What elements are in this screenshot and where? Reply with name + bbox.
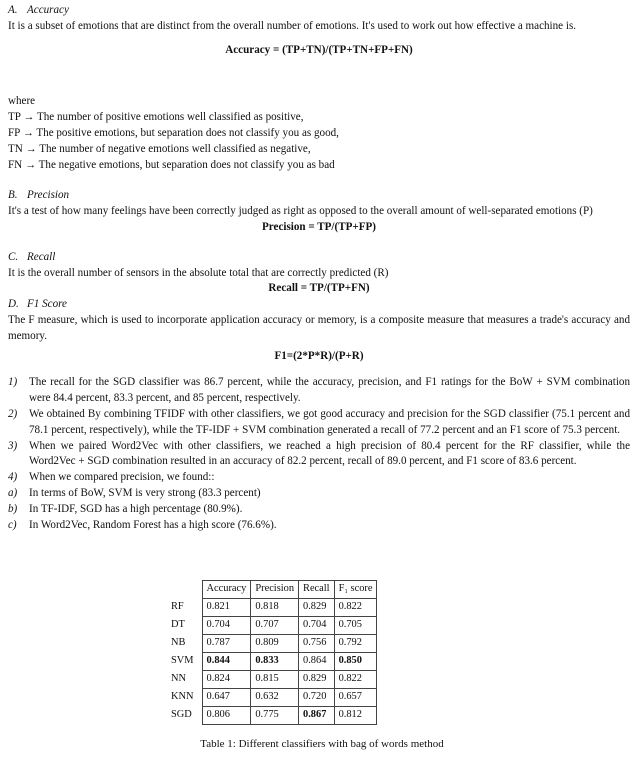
list-number: c): [8, 518, 17, 531]
list-text: The recall for the SGD classifier was 86.7 percent, while the accuracy, precision, and F1 ratings for the BoW + SVM combination were 84.4 percent, 83.3 percent, and 85 percent, respectively.: [29, 376, 630, 405]
table-row: [167, 671, 377, 689]
table-cell: 0.792: [334, 635, 377, 653]
section-letter: A.: [8, 4, 18, 16]
column-header: Recall: [299, 581, 335, 599]
table-cell: 0.647: [202, 689, 251, 707]
row-label: SGD: [171, 709, 192, 720]
list-number: a): [8, 486, 18, 499]
table-cell: 0.704: [202, 617, 251, 635]
list-text: In terms of BoW, SVM is very strong (83.3 percent): [29, 486, 261, 499]
table-corner: [167, 581, 202, 599]
section-title: Accuracy: [27, 4, 69, 16]
table-cell: 0.632: [251, 689, 299, 707]
section-heading-precision: [8, 188, 630, 204]
table-cell: 0.824: [202, 671, 251, 689]
table-cell: 0.822: [334, 599, 377, 617]
table-row: [167, 617, 377, 635]
list-text: We obtained By combining TFIDF with other classifiers, we got good accuracy and precision for the SGD classifier (75.1 percent and 78.1 percent, respectively), while the TF-IDF + SVM combination generated a recall of 77.2 percent and an F1 score of 75.3 percent.: [29, 407, 630, 436]
list-text: In Word2Vec, Random Forest has a high score (76.6%).: [29, 518, 277, 531]
table-header-row: [167, 581, 377, 599]
list-item: [8, 470, 630, 486]
table-cell: 0.705: [334, 617, 377, 635]
table-cell: 0.821: [202, 599, 251, 617]
table-row: [167, 689, 377, 707]
definition-fn: FN → The negative emotions, but separation does not classify you as bad: [8, 158, 335, 171]
table-cell: 0.720: [299, 689, 335, 707]
list-number: 3): [8, 439, 18, 452]
list-item: [8, 502, 630, 518]
section-title: Precision: [27, 189, 70, 202]
section-title: Recall: [27, 250, 56, 263]
section-letter: C.: [8, 250, 19, 263]
section-letter: B.: [8, 189, 18, 202]
table-row: [167, 653, 377, 671]
table-caption: Table 1: Different classifiers with bag of words method: [200, 738, 444, 750]
where-label: where: [8, 95, 36, 108]
section-heading-f1: [8, 297, 630, 313]
list-number: 4): [8, 471, 18, 484]
section-heading-recall: [8, 250, 630, 266]
f1-formula: F1=(2*P*R)/(P+R): [274, 349, 364, 362]
f1-text: The F measure, which is used to incorporate application accuracy or memory, is a composite measure that measures a trade's accuracy and memory.: [8, 313, 630, 342]
table-cell: 0.829: [299, 671, 335, 689]
table-cell: 0.818: [251, 599, 299, 617]
row-label: SVM: [171, 655, 194, 666]
table-cell: 0.850: [334, 653, 377, 671]
row-label: NN: [171, 673, 187, 684]
table-row: [167, 707, 377, 725]
table-row: [167, 635, 377, 653]
table-cell: 0.707: [251, 617, 299, 635]
accuracy-formula: Accuracy = (TP+TN)/(TP+TN+FP+FN): [225, 43, 413, 56]
row-label: RF: [171, 601, 184, 612]
row-label: NB: [171, 637, 186, 648]
list-number: b): [8, 502, 18, 515]
list-item: [8, 486, 630, 502]
table-cell: 0.806: [202, 707, 251, 725]
section-letter: D.: [8, 298, 19, 311]
column-header: Accuracy: [202, 581, 251, 599]
list-item: [8, 375, 630, 407]
accuracy-text: It is a subset of emotions that are distinct from the overall number of emotions. It's used to work out how effective a machine is.: [8, 19, 577, 32]
table-cell: 0.657: [334, 689, 377, 707]
section-heading-accuracy: [8, 3, 630, 19]
definition-tp: TP → The number of positive emotions well classified as positive,: [8, 111, 304, 124]
table-cell: 0.787: [202, 635, 251, 653]
table-cell: 0.704: [299, 617, 335, 635]
list-item: [8, 518, 630, 534]
definition-tn: TN → The number of negative emotions well classified as negative,: [8, 142, 311, 155]
list-text: When we compared precision, we found::: [29, 471, 215, 484]
table-cell: 0.864: [299, 653, 335, 671]
list-number: 1): [8, 376, 18, 389]
list-text: When we paired Word2Vec with other classifiers, we reached a high precision of 80.4 percent for the RF classifier, while the Word2Vec + SGD combination resulted in an accuracy of 82.2 percent, recall of 89.0 percent, and F1 score of 83.6 percent.: [29, 439, 630, 468]
row-label: DT: [171, 619, 185, 630]
findings-list: [8, 375, 630, 533]
list-item: [8, 407, 630, 439]
precision-formula: Precision = TP/(TP+FP): [262, 220, 376, 233]
results-table: [167, 580, 377, 725]
list-text: In TF-IDF, SGD has a high percentage (80.9%).: [29, 502, 243, 515]
table-cell: 0.756: [299, 635, 335, 653]
table-cell: 0.812: [334, 707, 377, 725]
table-cell: 0.867: [299, 707, 335, 725]
section-title: F1 Score: [27, 298, 67, 311]
table-row: [167, 599, 377, 617]
column-header: Precision: [251, 581, 299, 599]
paper-page: [8, 3, 630, 533]
recall-formula: Recall = TP/(TP+FN): [268, 282, 370, 295]
table-cell: 0.833: [251, 653, 299, 671]
table-cell: 0.822: [334, 671, 377, 689]
definition-fp: FP → The positive emotions, but separation does not classify you as good,: [8, 126, 339, 139]
list-number: 2): [8, 407, 18, 420]
row-label: KNN: [171, 691, 194, 702]
table-cell: 0.775: [251, 707, 299, 725]
table-cell: 0.844: [202, 653, 251, 671]
table-cell: 0.809: [251, 635, 299, 653]
table-cell: 0.829: [299, 599, 335, 617]
precision-text: It's a test of how many feelings have been correctly judged as right as opposed to the overall amount of well-separated emotions (P): [8, 205, 593, 218]
table-cell: 0.815: [251, 671, 299, 689]
recall-text: It is the overall number of sensors in the absolute total that are correctly predicted (R): [8, 266, 389, 279]
list-item: [8, 439, 630, 471]
column-header: F₁ score: [334, 581, 377, 599]
